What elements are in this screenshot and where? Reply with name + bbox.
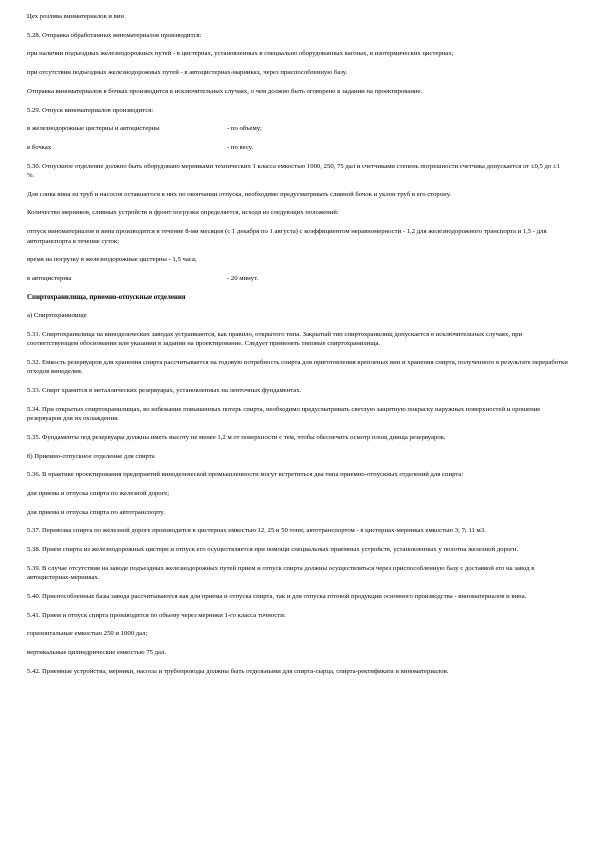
paragraph-5-35: 5.35. Фундаменты под резервуары должны иметь высоту не менее 1,2 м от поверхности с тем, чтобы обеспечить осмотр площ днища резервуаров. [27, 433, 446, 441]
paragraph: для приема и отпуска спирта по железной дороге; [27, 489, 170, 497]
paragraph: время на погрузку в железнодорожные цистерны - 1,5 часа; [27, 256, 197, 264]
paragraph-5-32: 5.32. Емкость резервуаров для хранения спирта рассчитывается на годовую потребность спирта для приготовления крепленых вин и хранения спирта, полученного в результате переработки отходов виноделия. [27, 358, 568, 376]
subsection-label: а) Спиртохранилище [27, 312, 87, 320]
paragraph: Количество мерников, сливных устройств и фронт погрузки определяется, исходя из следующих положений: [27, 209, 339, 217]
paragraph: при наличии подъездных железнодорожных путей - в цистернах, установленных в специально оборудованных вагонах, в изотермических цистернах; [27, 50, 454, 58]
paragraph-5-39: 5.39. В случае отсутствия на заводе подъездных железнодорожных путей прием и отпуск спирта должны осуществляться через приспособленную базу с доставкой его на завод в автоцистернах-мерниках. [27, 564, 535, 582]
paragraph: для приема и отпуска спирта по автотранспорту. [27, 508, 165, 516]
list-row [27, 143, 568, 152]
list-row [27, 274, 568, 283]
paragraph: отпуск виноматериалов и вина производится в течение 8-ми месяцев (с 1 декабря по 1 августа) с коэффициентом неравномерности - 1,2 для железнодорожного транспорта и 1,5 - для автотранспорта в течение суток; [27, 228, 547, 245]
paragraph: Отправка виноматериалов в бочках производится в исключительных случаях, о чем должно быть оговорено в задании на проектирование. [27, 87, 423, 95]
list-row-left: в железнодорожные цистерны и автоцистерны [27, 125, 160, 133]
paragraph-5-28: 5.28. Отправка обработанных виноматериалов производится: [27, 31, 202, 39]
paragraph-5-37: 5.37. Перевозка спирта по железной дороге производится в цистернах емкостью 12, 25 и 50 тонн; автотранспортом - в цистернах-мерниках емкостью 3; 7; 11 м3. [27, 527, 486, 535]
paragraph: Для слива вина из труб и насосов оставшегося в них по окончании отпуска, необходимо предусматривать сливной бочок и уклон труб в его сторону. [27, 190, 452, 198]
section-subtitle: Цех розлива винматериалов и вин [27, 13, 124, 20]
subsection-label: б) Приемно-отпускное отделение для спирта [27, 452, 155, 460]
paragraph-5-30: 5.30. Отпускное отделение должно быть оборудовано мерниками технических 1 класса емкостью 1000, 250, 75 дал и счетчиками степень погрешности счетчика допускается от ±0,5 до ±1 %. [27, 162, 560, 180]
paragraph: при отсутствии подъездных железнодорожных путей - в автоцистернах-марниках, через приспособленную базу. [27, 69, 348, 77]
paragraph-5-40: 5.40. Приспособленные базы завода рассчитываются как для приема и отпуска спирта, так и для отпуска готовой продукции основного производства - виноматериалов и вина. [27, 592, 527, 600]
paragraph-5-34: 5.34. При открытых спиртохранилищах, во избежание повышенных потерь спирта, необходимо предусматривать светлую защитную покраску наружных поверхностей и орошение резервуаров для их охлаждения. [27, 405, 541, 423]
paragraph: горизонтальные емкостью 250 и 1000 дал; [27, 630, 148, 638]
paragraph-5-36: 5.36. В практике проектирования предприятий винодельческой промышленности могут встретиться два типа приемно-отпускных отделений для спирта: [27, 471, 464, 479]
list-row-right: - по объему; [227, 125, 262, 133]
list-row-right: - по весу. [227, 143, 253, 151]
paragraph-5-29: 5.29. Отпуск виноматериалов производится: [27, 106, 154, 114]
list-row-left: в бочках [27, 143, 52, 151]
paragraph-5-42: 5.42. Приемные устройства, мерники, насосы и трубопроводы должны быть отдельными для спирта-сырца, спирта-ректификата и виноматериалов. [27, 667, 449, 675]
paragraph-5-33: 5.33. Спирт хранится в металлических резервуарах, установленных на ленточных фундаментах. [27, 386, 302, 394]
paragraph-5-41: 5.41. Прием и отпуск спирта производится по объему через мерники 1-го класса точности: [27, 611, 286, 619]
list-row [27, 124, 568, 133]
list-row-right: - 20 минут. [227, 274, 259, 282]
paragraph: вертикальные цилиндрические емкостью 75 дал. [27, 648, 167, 656]
list-row-left: в автоцистерны [27, 274, 72, 282]
section-heading: Спиртохранилища, приемно-отпускные отделения [27, 293, 186, 301]
paragraph-5-31: 5.31. Спиртохранилища на винодельческих заводах устраиваются, как правило, открытого типа. Закрытый тип спиртохранилищ допускается в исключительных случаях, при соответствующем обосновании или указании в задании на проектирование. Следует применять типовые спиртохранилища. [27, 330, 523, 348]
paragraph-5-38: 5.38. Прием спирта из железнодорожных цистерн и отпуск его осуществляется при помощи специальных приемных устройств, установленных у полотна железной дороги. [27, 546, 519, 554]
